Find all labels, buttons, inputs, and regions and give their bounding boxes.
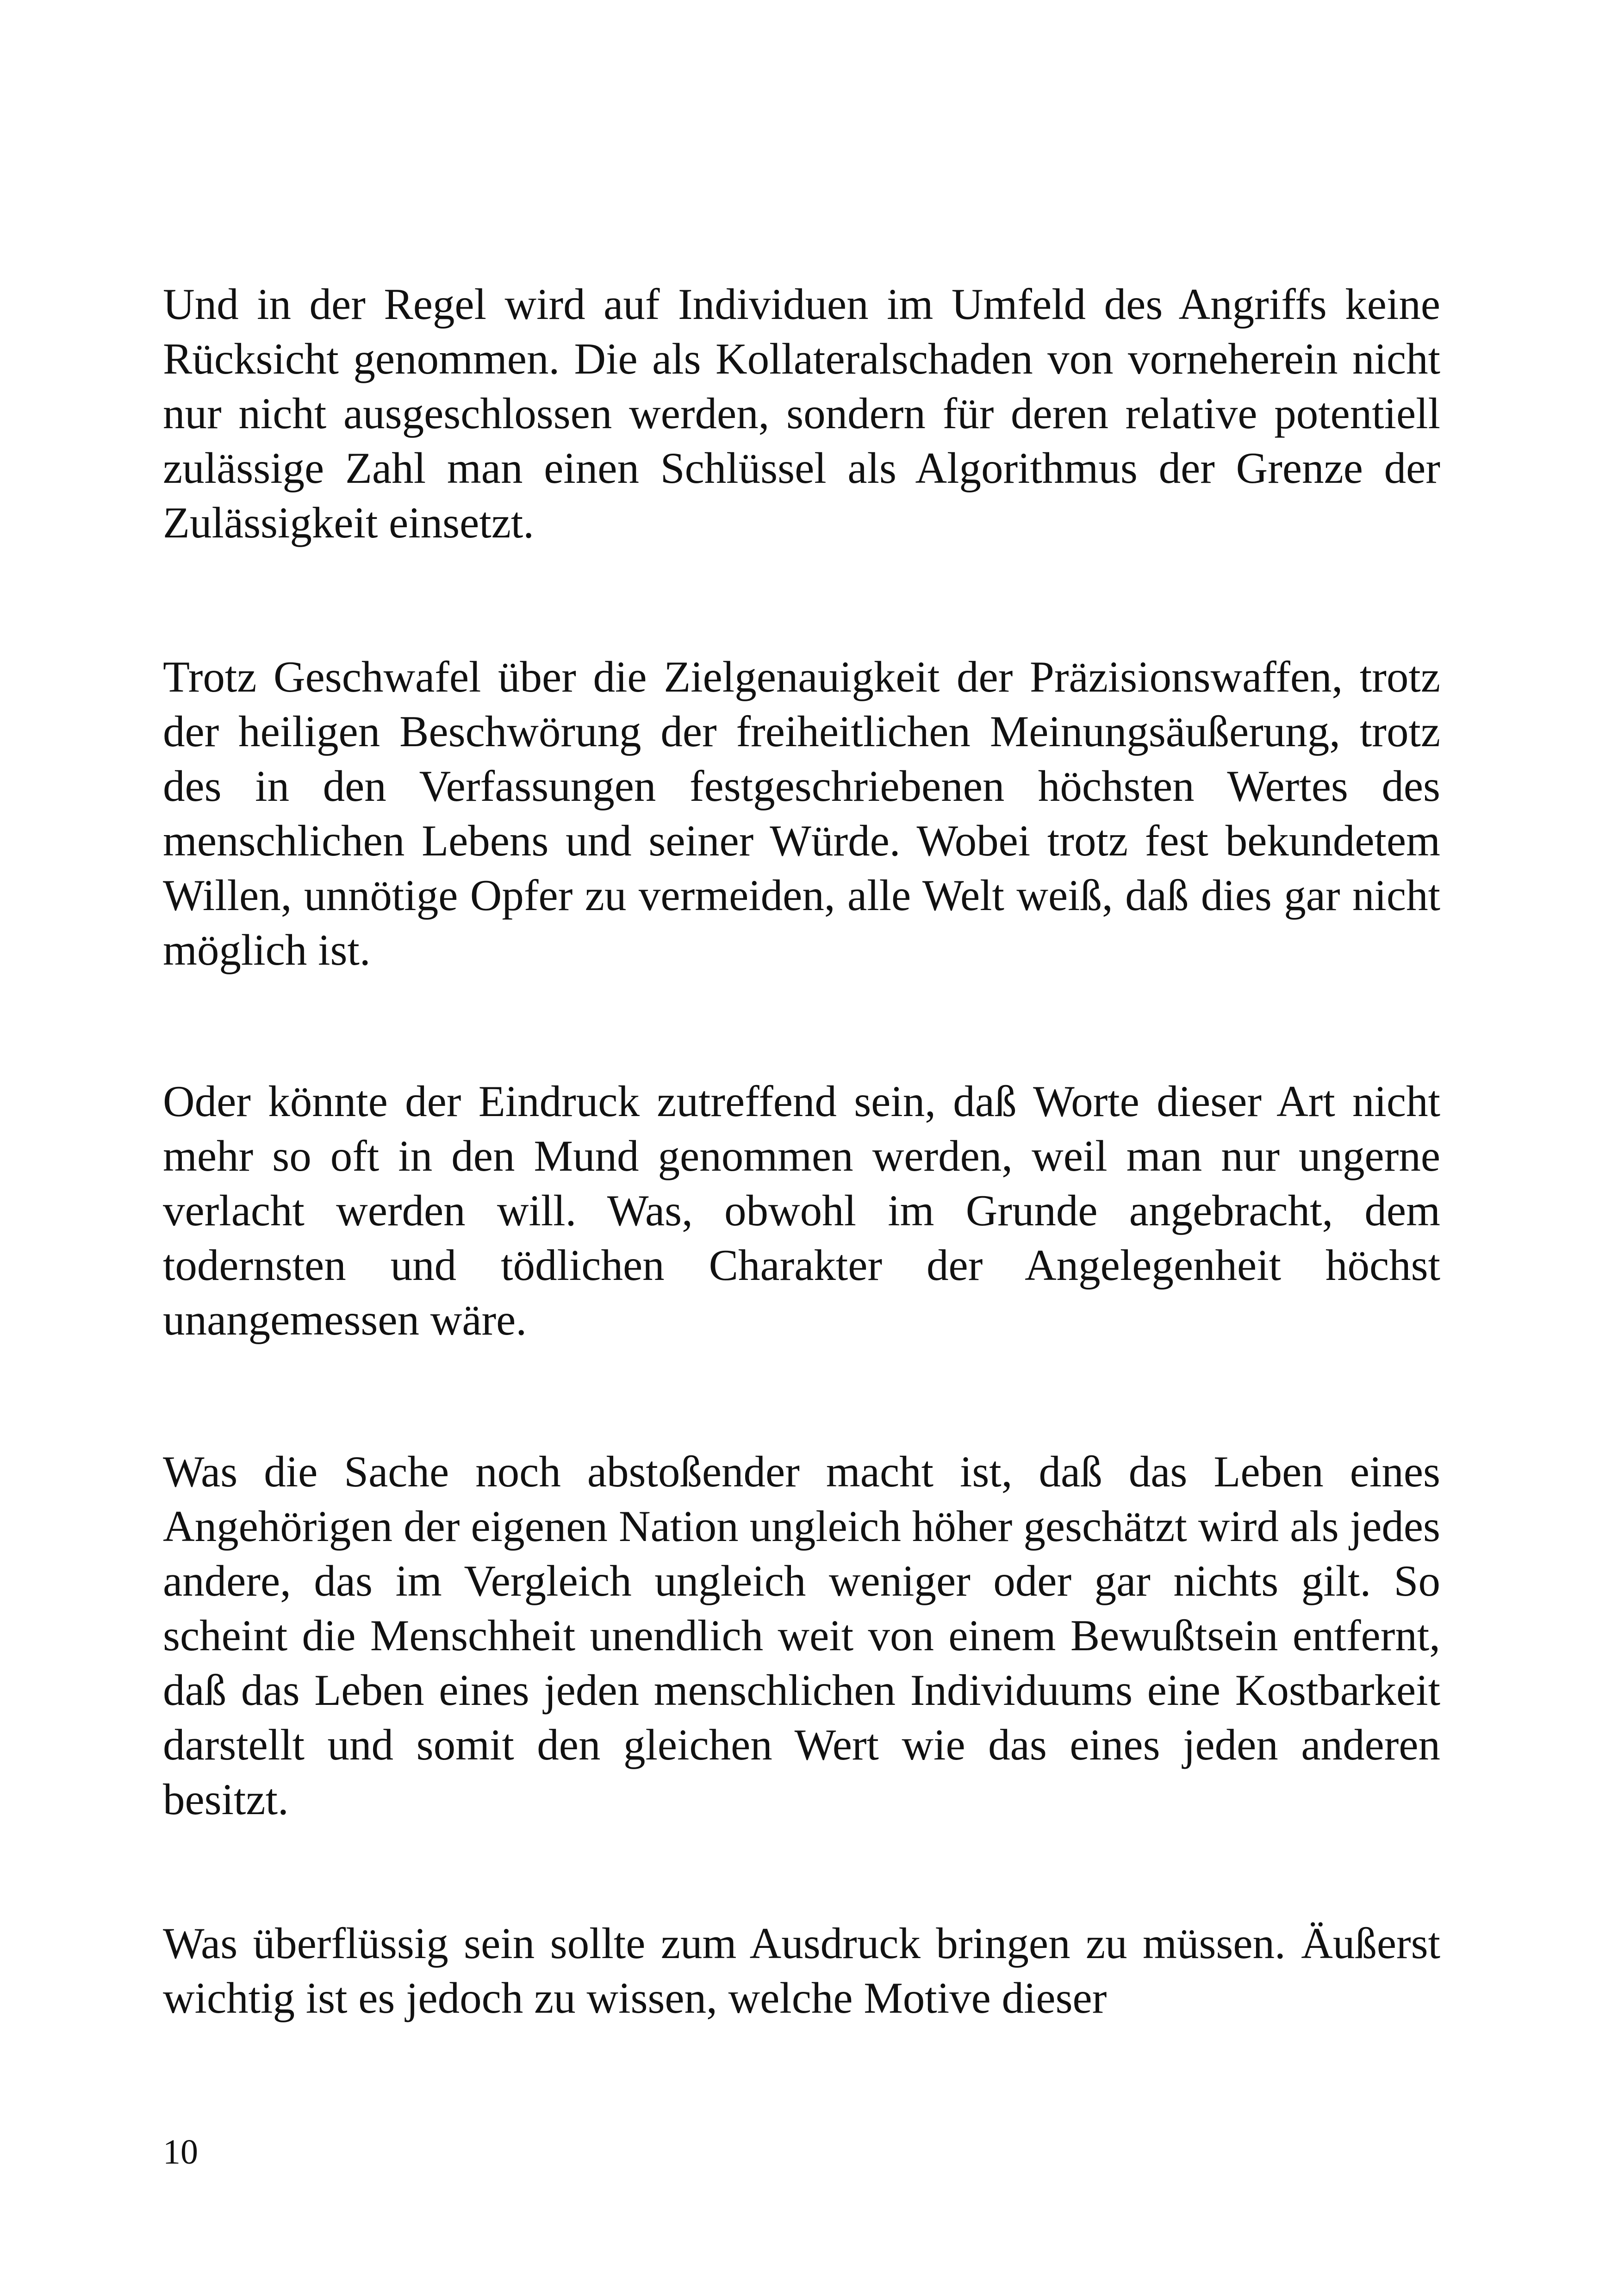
paragraph-5: Was überflüssig sein sollte zum Ausdruck bringen zu müssen. Äußerst wichtig ist es jedoch zu wissen, welche Motive dieser — [163, 1919, 1440, 2022]
paragraph-4: Was die Sache noch abstoßender macht ist, daß das Leben eines Angehörigen der eigenen Nation ungleich höher geschätzt wird als jedes andere, das im Vergleich ungleich weniger oder gar nichts gilt. So scheint die Menschheit unendlich weit von einem Bewußtsein entfernt, daß das Leben eines jeden menschlichen Individuums eine Kostbarkeit darstellt und somit den gleichen Wert wie das eines jeden anderen besitzt. — [163, 1447, 1440, 1824]
paragraph-3: Oder könnte der Eindruck zutreffend sein, daß Worte dieser Art nicht mehr so oft in den Mund genommen werden, weil man nur ungerne verlacht werden will. Was, obwohl im Grunde angebracht, dem todernsten und tödlichen Charakter der Angelegenheit höchst unangemessen wäre. — [163, 1077, 1440, 1344]
page-number: 10 — [163, 2133, 198, 2171]
paragraph-2: Trotz Geschwafel über die Zielgenauigkeit der Präzisionswaffen, trotz der heiligen Beschwörung der freiheitlichen Meinungsäußerung, trotz des in den Verfassungen festgeschriebenen höchsten Wertes des menschlichen Lebens und seiner Würde. Wobei trotz fest bekundetem Willen, unnötige Opfer zu vermeiden, alle Welt weiß, daß dies gar nicht möglich ist. — [163, 652, 1440, 974]
paragraph-1: Und in der Regel wird auf Individuen im Umfeld des Angriffs keine Rücksicht genommen. Die als Kollateralschaden von vorneherein nicht nur nicht ausgeschlossen werden, sondern für deren relative potentiell zulässige Zahl man einen Schlüssel als Algorithmus der Grenze der Zulässigkeit einsetzt. — [163, 280, 1440, 547]
